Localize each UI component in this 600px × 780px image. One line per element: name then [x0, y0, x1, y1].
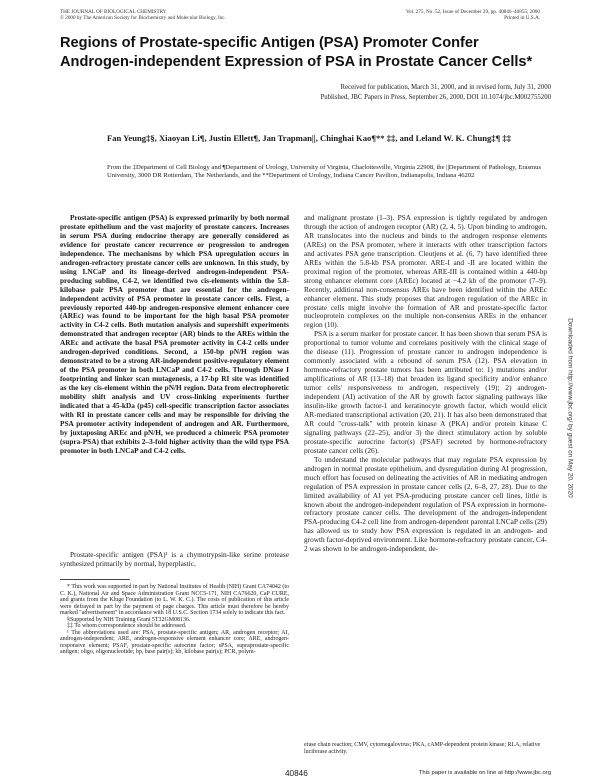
- journal-header: [60, 9, 226, 21]
- intro-paragraph: Prostate-specific antigen (PSA)¹ is a chymotrypsin-like serine protease synthesized primarily by normal, hyperplastic,: [60, 550, 289, 568]
- abbreviations-continued: erase chain reaction; CMV, cytomegalovirus; PKA, cAMP-dependent protein kinase; RLA, relative luciferase activity.: [304, 742, 541, 755]
- journal-name: THE JOURNAL OF BIOLOGICAL CHEMISTRY: [60, 9, 167, 15]
- article-title: Regions of Prostate-specific Antigen (PSA) Promoter Confer Androgen-independent Expression of PSA in Prostate Cancer Cells*: [60, 35, 533, 70]
- training-grant-footnote: §Supported by NIH Training Grant 5T32GM08136.: [67, 616, 191, 623]
- right-column-body: [304, 214, 547, 554]
- issue-header: [406, 9, 540, 21]
- footnotes: [60, 584, 289, 656]
- download-watermark-text: Downloaded from http://www.jbc.org/ by guest on May 20, 2020: [566, 318, 574, 498]
- affiliations: From the ‡Department of Cell Biology and ¶Department of Urology, University of Virginia, Charlottesville, Virginia 22908, the ||Department of Pathology, Erasmus University, 3000 DR Rotterdam, The Netherlands, and the **Department of Urology, Indiana Cancer Pavilion, Indianapolis, Indiana 46202: [107, 164, 542, 180]
- footnote-divider: [60, 579, 130, 580]
- author-list: Fan Yeung‡§, Xiaoyan Li¶, Justin Ellett¶, Jan Trapman||, Chinghai Kao¶** ‡‡, and Leland W. K. Chung‡¶ ‡‡: [107, 133, 511, 143]
- publication-dates: [320, 83, 551, 102]
- printed-line: Printed in U.S.A.: [504, 15, 540, 22]
- volume-line: Vol. 275, No. 52, Issue of December 29, pp. 40846–40855, 2000: [405, 9, 540, 15]
- body-paragraph: and malignant prostate (1–3). PSA expression is tightly regulated by androgen through the action of androgen receptor (AR) (2, 4, 5). Upon binding to androgen, AR translocates into the nucleus and binds to the androgen response elements (AREs) on the PSA promoter, where it interacts with other transcription factors and activates PSA gene transcription. Cleutjens et al. (6, 7) have identified three AREs within the 5.8-kb PSA promoter. ARE-I and -II are located within the proximal region of the promoter, whereas ARE-III is contained within a 440-bp strong enhancer element core (AREc) located at −4.2 kb of the promoter (7–9). Recently, additional non-consensus AREs have been identified within the AREc enhancer element. This study proposes that androgen regulation of the AREc in prostate cells might involve the formation of AR and prostate-specific factor nucleoprotein complexes on the multiple non-consensus AREs in the enhancer region (10).: [304, 213, 547, 330]
- page-number: 40846: [285, 769, 308, 778]
- correspondence-footnote: ‡‡ To whom correspondence should be addressed.: [67, 623, 187, 629]
- body-paragraph: To understand the molecular pathways that may regulate PSA expression by androgen in normal prostate epithelium, and dysregulation during AI progression, much effort has focused on delineating the activities of AR in mediating androgen regulation of PSA expression in prostate cancer cells (2, 6–8, 27, 28). Due to the limited availability of AI yet PSA-producing prostate cancer cell lines, little is known about the androgen-independent regulation of PSA expression in hormone-refractory prostate cancer cells. The development of the androgen-independent PSA-producing C4-2 cell line from androgen-dependent parental LNCaP cells (29) has allowed us to study how PSA expression is regulated in an androgen- and growth factor-deprived environment. Like hormone-refractory prostate cancer, C4-2 was shown to be androgen-independent, de-: [304, 454, 547, 554]
- body-paragraph: PSA is a serum marker for prostate cancer. It has been shown that serum PSA is proportional to tumor volume and correlates positively with the clinical stage of the disease (11). Progression of prostate cancer to androgen independence is commonly associated with a rebound of serum PSA (12). PSA elevation in hormone-refractory prostate tumors has been attributed to: 1) mutations and/or amplifications of AR (13–18) that broaden its ligand specificity and/or enhance tumor cells' responsiveness to androgen, respectively (19); 2) androgen-independent (AI) activation of the AR by growth factor signaling pathways like insulin-like growth factor-1 and keratinocyte growth factor, which would elicit AR-mediated transcriptional activation (20, 21). It has also been demonstrated that AR could "cross-talk" with protein kinase A (PKA) and/or protein kinase C signaling pathways (22–25), and/or 3) the direct stimulatory action by soluble prostate-specific autocrine factor(s) (PSAF) secreted by hormone-refractory prostate cancer cells (26).: [304, 329, 547, 455]
- availability-line: This paper is available on line at http://www.jbc.org: [418, 770, 551, 776]
- published-line: Published, JBC Papers in Press, September 26, 2000, DOI 10.1074/jbc.M002755200: [320, 93, 551, 101]
- abstract: Prostate-specific antigen (PSA) is expressed primarily by both normal prostate epithelium and the vast majority of prostate cancers. Increases in serum PSA during endocrine therapy are generally considered as evidence for prostate cancer recurrence or progression to androgen independence. The mechanisms by which PSA upregulation occurs in androgen-refractory prostate cancer cells are unknown. In this study, by using LNCaP and its lineage-derived androgen-independent PSA-producing subline, C4-2, we identified two cis-elements within the 5.8-kilobase pair PSA promoter that are essential for the androgen-independent activity of PSA promoter in prostate cancer cells. First, a previously reported 440-bp androgen-responsive element enhancer core (AREc) was found to be important for the high basal PSA promoter activity in C4-2 cells. Both mutation analysis and supershift experiments demonstrated that androgen receptor (AR) binds to the AREs within the AREc and activate the basal PSA promoter activity in C4-2 cells under androgen-deprived conditions. Second, a 150-bp pN/H region was demonstrated to be a strong AR-independent positive-regulatory element of the PSA promoter in both LNCaP and C4-2 cells. Through DNase I footprinting and linker scan mutagenesis, a 17-bp RI site was identified as the key cis-element within the pN/H region. Data from electrophoretic mobility shift analysis and UV cross-linking experiments further indicated that a 45-kDa (p45) cell-specific transcription factor associates with RI in prostate cancer cells and may be responsible for driving the PSA promoter activity independent of androgen and AR. Furthermore, by juxtaposing AREc and pN/H, we produced a chimeric PSA promoter (supra-PSA) that exhibits 2–3-fold higher activity than the wild type PSA promoter in both LNCaP and C4-2 cells.: [60, 213, 289, 455]
- abbreviations-footnote: ¹ The abbreviations used are: PSA, prostate-specific antigen; AR, androgen receptor; AI, androgen-independent; ARE, androgen-responsive element enhancer core; ARE, androgen-responsive element; PSAF, prostate-specific autocrine factor; sPSA, supraprostate-specific antigen; oligo, oligonucleotide; bp, base pair(s); kb, kilobase pair(s); PCR, polym-: [60, 629, 289, 655]
- copyright-line: © 2000 by The American Society for Biochemistry and Molecular Biology, Inc.: [60, 15, 226, 22]
- download-watermark: [563, 228, 577, 588]
- funding-footnote: * This work was supported in part by National Institutes of Health (NIH) Grant CA74042 (to C. K.), National Air and Space Administration Grant NCC5-171, NIH CA76620, CaP CURE, and grants from the Kluge Foundation (to L. W. K. C.). The costs of publication of this article were defrayed in part by the payment of page charges. This article must therefore be hereby marked "advertisement" in accordance with 18 U.S.C. Section 1734 solely to indicate this fact.: [60, 584, 289, 616]
- received-line: Received for publication, March 31, 2000, and in revised form, July 31, 2000: [340, 84, 551, 91]
